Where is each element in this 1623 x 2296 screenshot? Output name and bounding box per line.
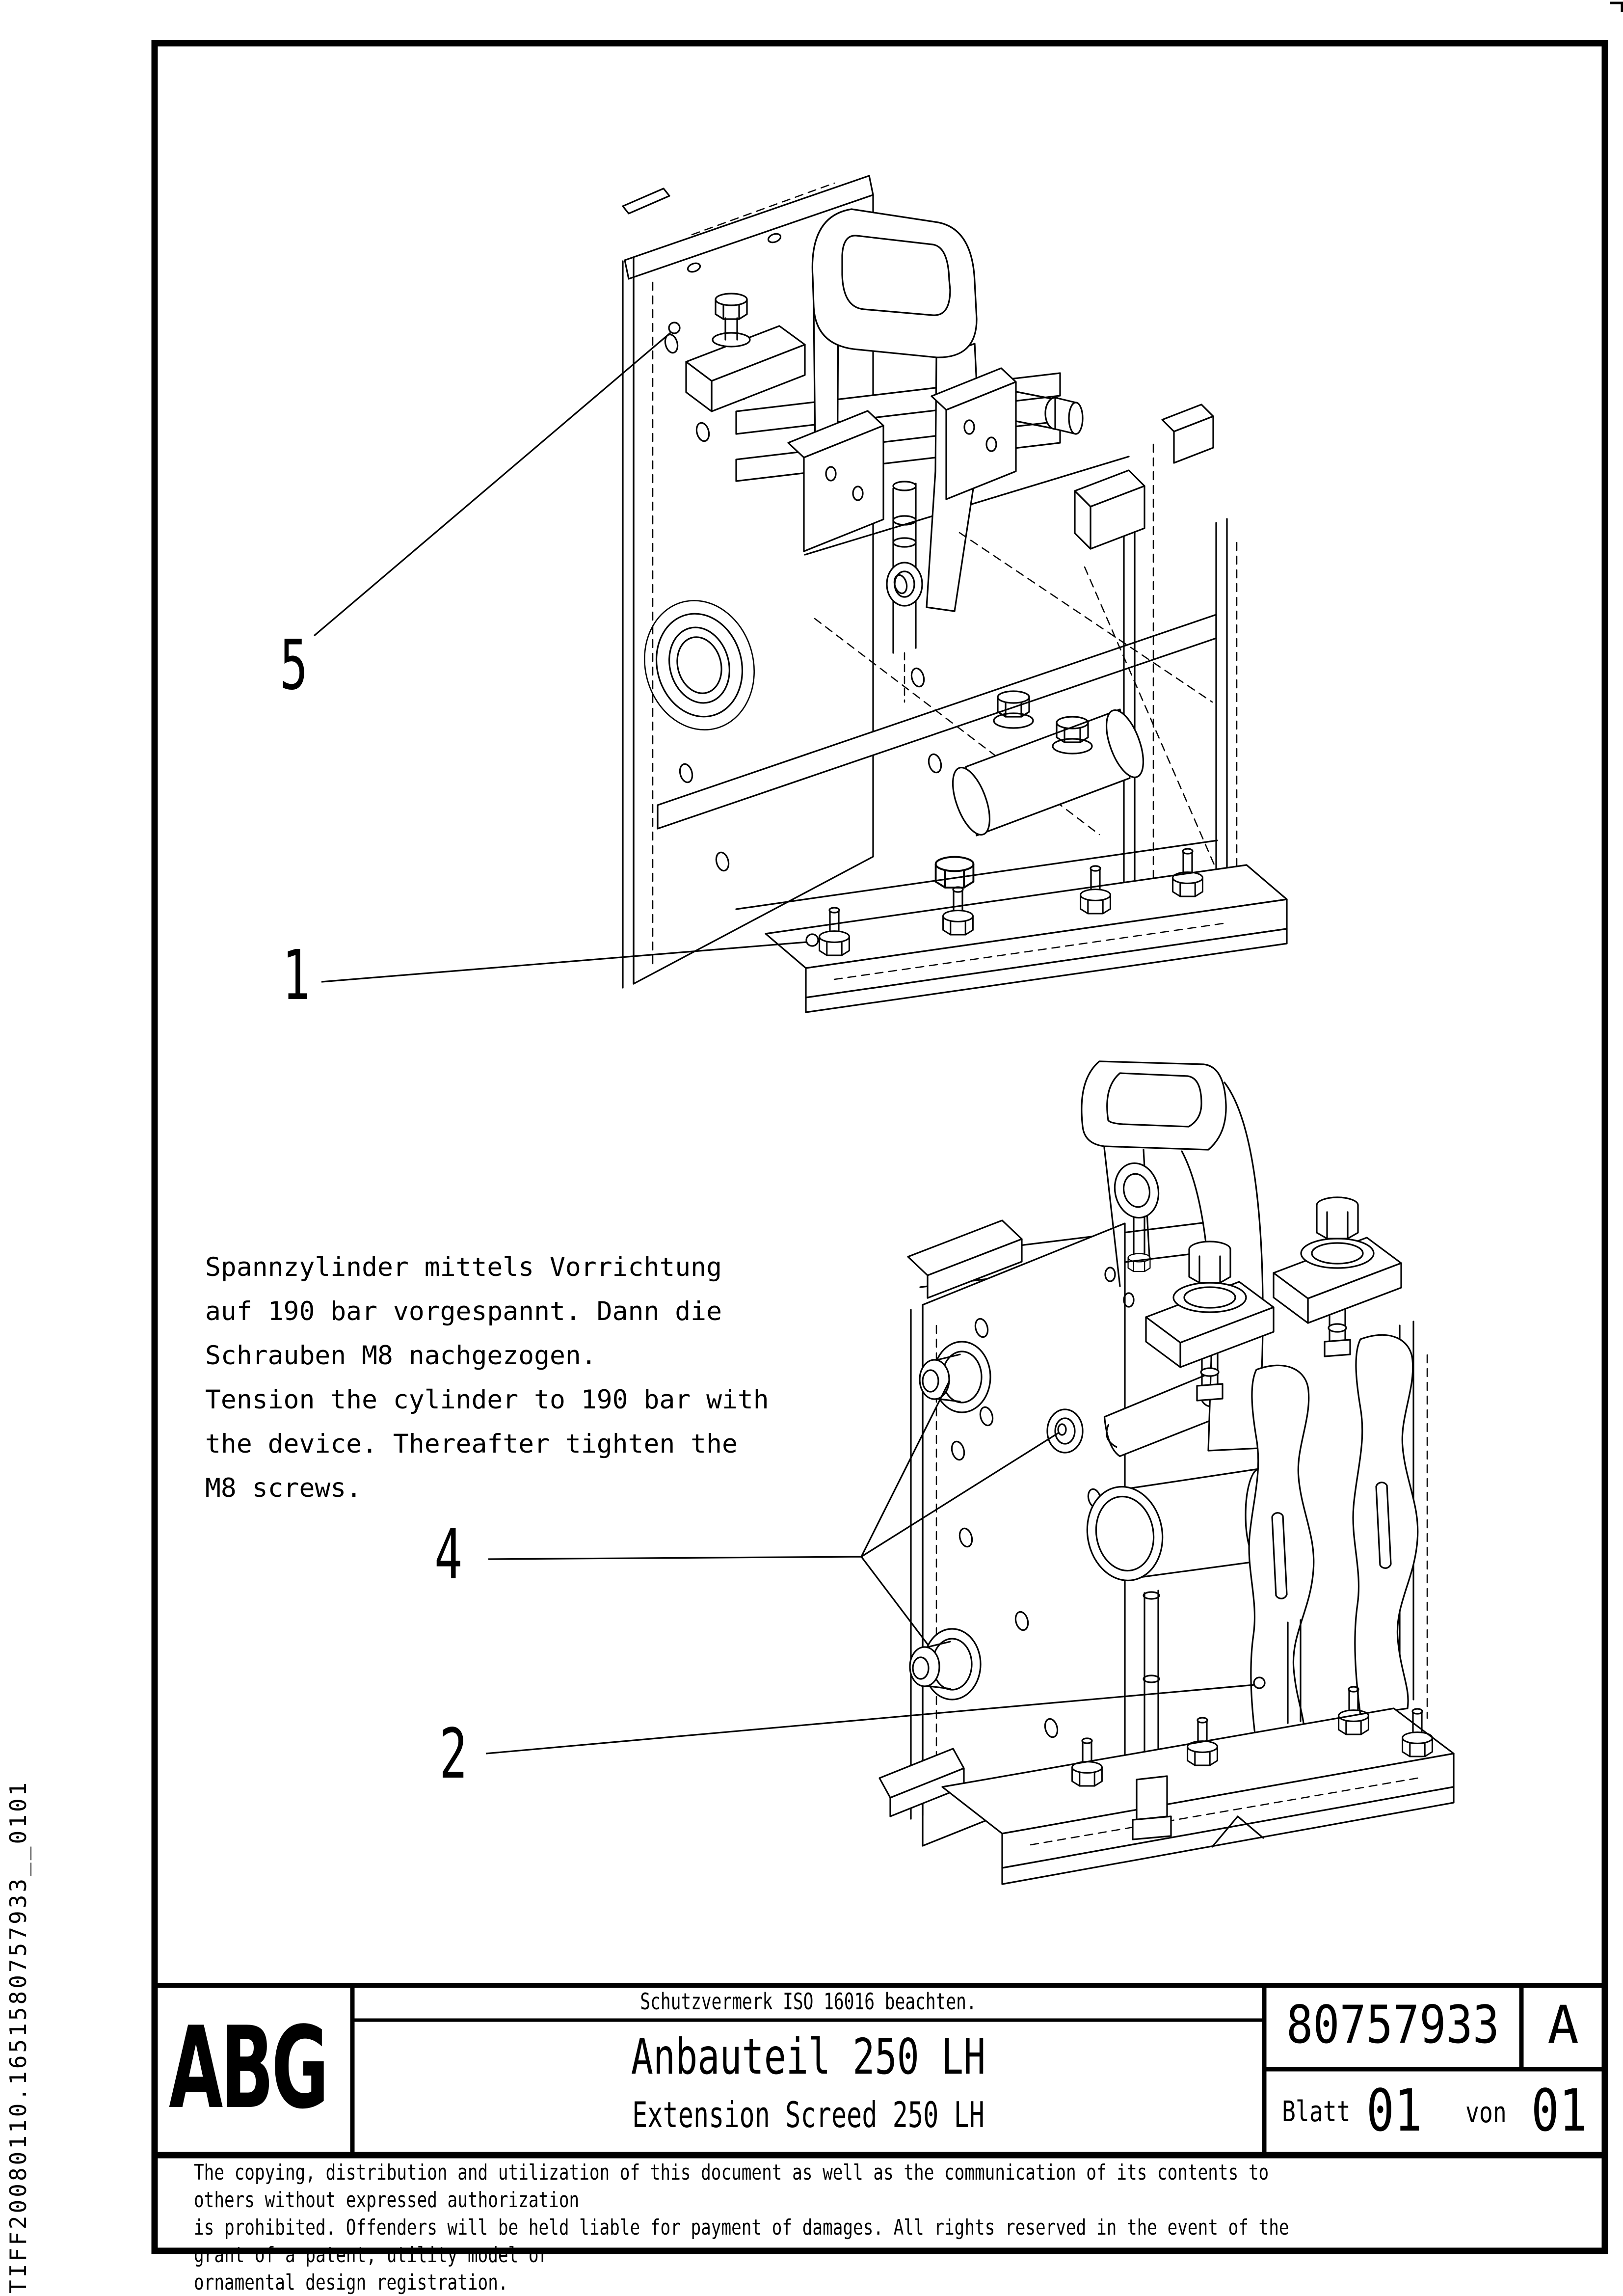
hex-flange-bolt [1047,1409,1083,1453]
sheet-label: Blatt [1282,2095,1351,2128]
legal-line: is prohibited. Offenders will be held liable for payment of damages. All rights reserved in the event of the grant of a patent, utility model or [194,2215,1289,2268]
callout-4: 4 [434,1515,463,1595]
flange-nut-lower [910,1629,981,1700]
corner-registration-mark [1610,3,1622,12]
sheet-current: 01 [1366,2077,1422,2144]
abg-logo: ABG [169,2003,327,2134]
leader-5 [314,333,670,636]
lower-assembly-figure [879,1061,1454,1884]
leader-2 [486,1685,1254,1754]
note-line: the device. Thereafter tighten the [205,1429,738,1459]
protection-notice: Schutzvermerk ISO 16016 beachten. [640,1988,977,2015]
callout-2: 2 [439,1714,468,1794]
tension-instruction-note [205,1245,769,1511]
callout-1: 1 [282,936,311,1016]
scan-filename-label: TIFF20080110.1651580757933__0101 [5,1780,31,2294]
callout-5: 5 [280,625,308,705]
note-line: M8 screws. [205,1473,362,1503]
revision-letter: A [1547,1995,1579,2055]
upper-assembly-figure [623,176,1287,1012]
legal-line: ornamental design registration. [194,2270,508,2295]
note-line: Tension the cylinder to 190 bar with [205,1385,769,1415]
note-line: auf 190 bar vorgespannt. Dann die [205,1297,722,1326]
sheet-total: 01 [1531,2077,1587,2144]
drawing-title-en: Extension Screed 250 LH [632,2094,984,2135]
legal-line: The copying, distribution and utilization of this document as well as the communication of its contents to others without expressed authorization [194,2160,1269,2213]
leader-1 [321,942,807,982]
drawing-title-de: Anbauteil 250 LH [631,2028,986,2085]
sheet-of-label: von [1465,2096,1507,2129]
note-line: Spannzylinder mittels Vorrichtung [205,1252,722,1282]
t-bolt-right [1274,1197,1401,1356]
legal-notice [194,2159,1308,2296]
document-number: 80757933 [1286,1995,1499,2055]
note-line: Schrauben M8 nachgezogen. [205,1341,597,1371]
